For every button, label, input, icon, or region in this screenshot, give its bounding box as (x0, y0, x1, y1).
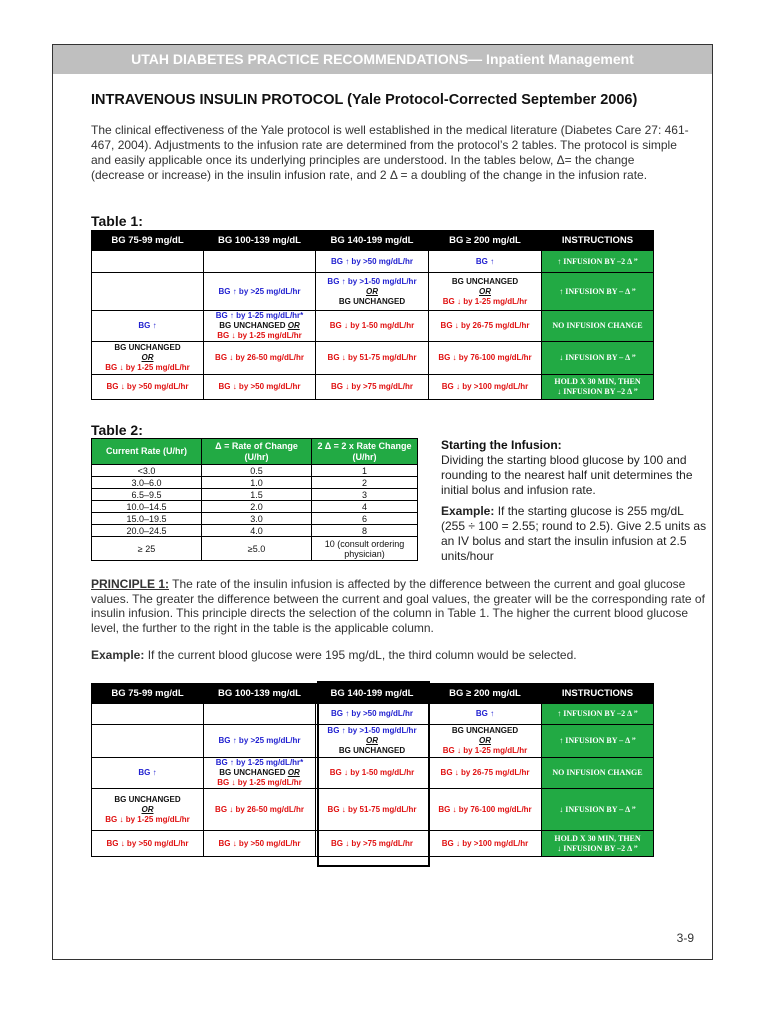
header-bg-100-139: BG 100-139 mg/dL (204, 684, 316, 704)
header-bg-140-199: BG 140-199 mg/dL (316, 231, 429, 251)
principle-1: PRINCIPLE 1: The rate of the insulin infusion is affected by the difference between the current and goal glucose values. The greater the difference between the current and goal values, the greater will be the corresponding rate of insulin infusion. This principle directs the selection of the column in Table 1. The higher the current blood glucose level, the further to the right in the table is the applicable column. (91, 577, 705, 635)
cell: BG ↓ by >50 mg/dL/hr (92, 831, 204, 857)
cell: BG ↓ by 1-50 mg/dL/hr (316, 758, 429, 789)
table-cell: 3.0 (202, 513, 312, 525)
cell: BG ↓ by >50 mg/dL/hr (204, 375, 316, 400)
table-cell: 1.5 (202, 489, 312, 501)
t2-header-double-change: 2 Δ = 2 x Rate Change (U/hr) (312, 439, 418, 465)
page-banner: UTAH DIABETES PRACTICE RECOMMENDATIONS— Inpatient Management (53, 45, 712, 74)
header-bg-75-99: BG 75-99 mg/dL (92, 231, 204, 251)
page-title: INTRAVENOUS INSULIN PROTOCOL (Yale Protocol-Corrected September 2006) (91, 92, 638, 108)
instruction-cell: HOLD X 30 MIN, THEN ↓ INFUSION BY –2 Δ ” (542, 831, 654, 857)
cell: BG ↑ (92, 758, 204, 789)
cell: BG ↑ (429, 704, 542, 725)
t2-header-rate-change: Δ = Rate of Change (U/hr) (202, 439, 312, 465)
table-cell: 3.0–6.0 (92, 477, 202, 489)
instruction-cell: ↑ INFUSION BY – Δ ” (542, 273, 654, 311)
table-cell: 0.5 (202, 465, 312, 477)
cell: BG ↓ by >100 mg/dL/hr (429, 831, 542, 857)
table-cell: 15.0–19.5 (92, 513, 202, 525)
instruction-cell: ↑ INFUSION BY –2 Δ ” (542, 251, 654, 273)
table-cell: 8 (312, 525, 418, 537)
cell: BG ↑ (429, 251, 542, 273)
header-bg-75-99: BG 75-99 mg/dL (92, 684, 204, 704)
instruction-cell: ↑ INFUSION BY –2 Δ ” (542, 704, 654, 725)
t2-header-current-rate: Current Rate (U/hr) (92, 439, 202, 465)
cell: BG ↓ by 26-75 mg/dL/hr (429, 311, 542, 342)
page-number: 3-9 (676, 931, 694, 945)
principle-example: Example: If the current blood glucose were 195 mg/dL, the third column would be selected. (91, 648, 577, 662)
cell: BG ↑ by >25 mg/dL/hr (204, 725, 316, 758)
starting-infusion-heading: Starting the Infusion: (441, 438, 562, 452)
header-bg-100-139: BG 100-139 mg/dL (204, 231, 316, 251)
header-bg-200: BG ≥ 200 mg/dL (429, 684, 542, 704)
table2-label: Table 2: (91, 422, 143, 438)
protocol-table-2 (91, 683, 654, 857)
cell: BG ↓ by 51-75 mg/dL/hr (316, 342, 429, 375)
cell: BG UNCHANGED OR BG ↓ by 1-25 mg/dL/hr (92, 789, 204, 831)
cell: BG ↓ by >75 mg/dL/hr (316, 375, 429, 400)
header-bg-140-199: BG 140-199 mg/dL (316, 684, 429, 704)
cell: BG ↑ by >50 mg/dL/hr (316, 704, 429, 725)
cell: BG ↑ (92, 311, 204, 342)
cell: BG UNCHANGED OR BG ↓ by 1-25 mg/dL/hr (92, 342, 204, 375)
cell: BG ↓ by 26-75 mg/dL/hr (429, 758, 542, 789)
cell: BG ↓ by 26-50 mg/dL/hr (204, 789, 316, 831)
table1-label: Table 1: (91, 213, 143, 229)
cell: BG ↑ by >25 mg/dL/hr (204, 273, 316, 311)
header-instructions: INSTRUCTIONS (542, 231, 654, 251)
cell: BG ↑ by 1-25 mg/dL/hr* BG UNCHANGED OR BG ↓ by 1-25 mg/dL/hr (204, 311, 316, 342)
cell: BG ↓ by 76-100 mg/dL/hr (429, 342, 542, 375)
table-cell: 2.0 (202, 501, 312, 513)
instruction-cell: ↓ INFUSION BY – Δ ” (542, 789, 654, 831)
table-cell: 20.0–24.5 (92, 525, 202, 537)
table-cell: 6 (312, 513, 418, 525)
table-cell: ≥ 25 (92, 537, 202, 561)
table-cell: ≥5.0 (202, 537, 312, 561)
starting-example: Example: If the starting glucose is 255 mg/dL (255 ÷ 100 = 2.55; round to 2.5). Give 2.5 units as an IV bolus and start the insulin infusion at 2.5 units/hour (441, 504, 707, 563)
cell: BG ↑ by 1-25 mg/dL/hr* BG UNCHANGED OR BG ↓ by 1-25 mg/dL/hr (204, 758, 316, 789)
cell: BG ↓ by >50 mg/dL/hr (204, 831, 316, 857)
cell: BG ↓ by >50 mg/dL/hr (92, 375, 204, 400)
document-page (52, 44, 713, 960)
table-cell: 10.0–14.5 (92, 501, 202, 513)
table-cell: 4.0 (202, 525, 312, 537)
header-instructions: INSTRUCTIONS (542, 684, 654, 704)
instruction-cell: ↑ INFUSION BY – Δ ” (542, 725, 654, 758)
table-cell: 2 (312, 477, 418, 489)
table-cell: 4 (312, 501, 418, 513)
cell: BG ↓ by >75 mg/dL/hr (316, 831, 429, 857)
table-cell: 1.0 (202, 477, 312, 489)
table-cell: 6.5–9.5 (92, 489, 202, 501)
instruction-cell: ↓ INFUSION BY – Δ ” (542, 342, 654, 375)
instruction-cell: NO INFUSION CHANGE (542, 311, 654, 342)
instruction-cell: NO INFUSION CHANGE (542, 758, 654, 789)
cell: BG UNCHANGED OR BG ↓ by 1-25 mg/dL/hr (429, 273, 542, 311)
cell: BG UNCHANGED OR BG ↓ by 1-25 mg/dL/hr (429, 725, 542, 758)
cell: BG ↓ by 51-75 mg/dL/hr (316, 789, 429, 831)
intro-paragraph: The clinical effectiveness of the Yale protocol is well established in the medical literature (Diabetes Care 27: 461-467, 2004). Adjustments to the infusion rate are determined from the protocol’s 2 tables. The protocol is simple and easily applicable once its underlying principles are understood. In the tables below, Δ= the change (decrease or increase) in the insulin infusion rate, and 2 Δ = a doubling of the change in the infusion rate. (91, 123, 689, 182)
instruction-cell: HOLD X 30 MIN, THEN ↓ INFUSION BY –2 Δ ” (542, 375, 654, 400)
cell: BG ↓ by 26-50 mg/dL/hr (204, 342, 316, 375)
starting-infusion-text: Dividing the starting blood glucose by 100 and rounding to the nearest half unit determines the initial bolus and infusion rate. (441, 453, 693, 497)
header-bg-200: BG ≥ 200 mg/dL (429, 231, 542, 251)
cell: BG ↓ by >100 mg/dL/hr (429, 375, 542, 400)
protocol-table-1 (91, 230, 654, 400)
rate-table (91, 438, 418, 561)
cell: BG ↑ by >1-50 mg/dL/hr OR BG UNCHANGED (316, 725, 429, 758)
cell: BG ↑ by >1-50 mg/dL/hr OR BG UNCHANGED (316, 273, 429, 311)
table-cell: <3.0 (92, 465, 202, 477)
cell: BG ↑ by >50 mg/dL/hr (316, 251, 429, 273)
table-cell: 10 (consult ordering physician) (312, 537, 418, 561)
cell: BG ↓ by 76-100 mg/dL/hr (429, 789, 542, 831)
table-cell: 1 (312, 465, 418, 477)
table-cell: 3 (312, 489, 418, 501)
cell: BG ↓ by 1-50 mg/dL/hr (316, 311, 429, 342)
